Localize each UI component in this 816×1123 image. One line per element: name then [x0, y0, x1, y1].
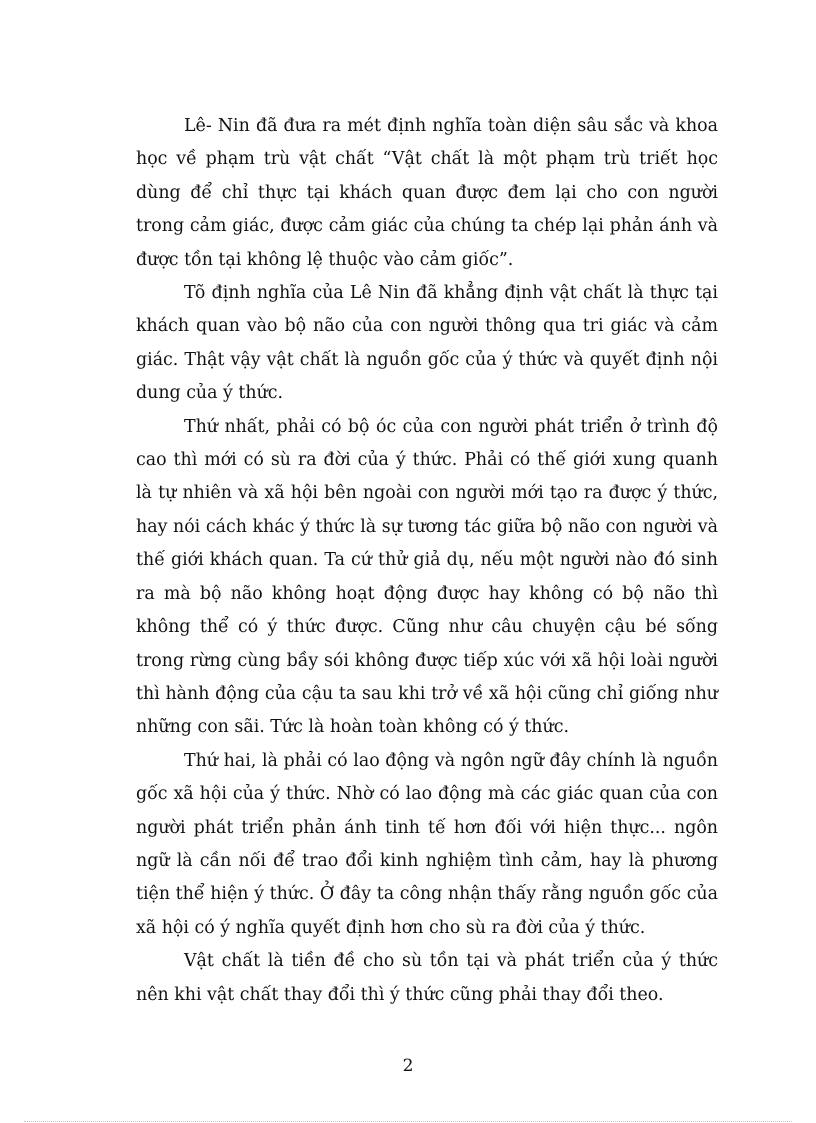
- paragraph-second-point: Thứ hai, là phải có lao động và ngôn ngữ đây chính là nguồn gốc xã hội của ý thức. Nhờ có lao động mà các giác quan của con người phát triển phản ánh tinh tế hơn đối với hiện thực... ngôn ngữ là cần nối để trao đổi kinh nghiệm tình cảm, hay là phương tiện thể hiện ý thức. Ở đây ta công nhận thấy rằng nguồn gốc của xã hội có ý nghĩa quyết định hơn cho sù ra đời của ý thức.: [136, 750, 718, 938]
- paragraph-definition-consequence: Tõ định nghĩa của Lê Nin đã khẳng định vật chất là thực tại khách quan vào bộ não của con người thông qua tri giác và cảm giác. Thật vậy vật chất là nguồn gốc của ý thức và quyết định nội dung của ý thức.: [136, 283, 718, 404]
- paragraph-first-point: Thứ nhất, phải có bộ óc của con người phát triển ở trình độ cao thì mới có sù ra đời của ý thức. Phải có thế giới xung quanh là tự nhiên và xã hội bên ngoài con người mới tạo ra được ý thức, hay nói cách khác ý thức là sự tương tác giữa bộ não con người và thế giới khách quan. Ta cứ thử giả dụ, nếu một người nào đó sinh ra mà bộ não không hoạt động được hay không có bộ não thì không thể có ý thức được. Cũng như câu chuyện cậu bé sống trong rừng cùng bầy sói không được tiếp xúc với xã hội loài người thì hành động của cậu ta sau khi trở về xã hội cũng chỉ giống như những con sãi. Tức là hoàn toàn không có ý thức.: [136, 416, 718, 738]
- paragraph-conclusion: Vật chất là tiền đề cho sù tồn tại và phát triển của ý thức nên khi vật chất thay đổi thì ý thức cũng phải thay đổi theo.: [136, 951, 718, 1005]
- page-bottom-border: [24, 1121, 792, 1122]
- paragraph-lenin-definition: Lê- Nin đã đưa ra mét định nghĩa toàn diện sâu sắc và khoa học về phạm trù vật chất “Vật chất là một phạm trù triết học dùng để chỉ thực tại khách quan được đem lại cho con người trong cảm giác, được cảm giác của chúng ta chép lại phản ánh và được tồn tại không lệ thuộc vào cảm giốc”.: [136, 116, 718, 270]
- page-number: 2: [402, 1056, 414, 1076]
- document-body: [136, 110, 718, 1012]
